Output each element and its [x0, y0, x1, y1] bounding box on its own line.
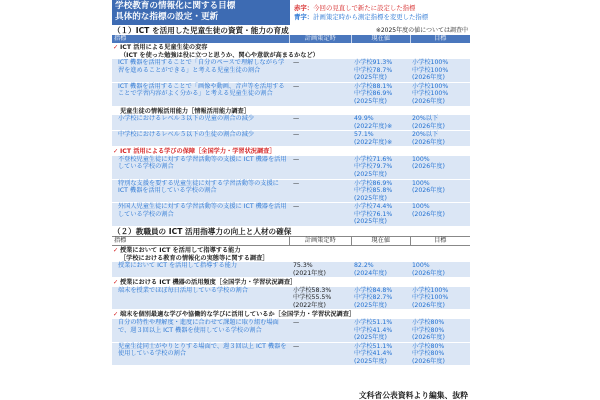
indicator-cell: 児童生徒同士がやりとりする場面で、週３回以上 ICT 機器を使用している学校の割合	[118, 342, 287, 358]
group-title: ICT 活用による児童生徒の変容	[120, 44, 208, 51]
baseline-cell: —	[293, 342, 300, 350]
baseline-cell: —	[293, 155, 300, 163]
indicator-cell: 小学校におけるレベル３以下の児童の割合の減少	[118, 115, 255, 123]
group-title: 端末を個別最適な学びや協働的な学びに活用しているか［全国学力・学習状況調査］	[120, 311, 356, 319]
baseline-cell: —	[293, 131, 300, 139]
current-cell: 小学校74.4% 中学校76.1% (2025年度)	[354, 203, 393, 226]
section-2	[112, 227, 470, 366]
section-1-note: ※2025年度の値については調査中	[375, 27, 468, 34]
current-cell: 小学校51.1% 中学校41.4% (2025年度)	[354, 319, 393, 342]
legend-blue-text: 計画策定時から測定指標を変更した指標	[313, 12, 429, 21]
group-title: 授業において ICT を活用して指導する能力	[120, 246, 241, 254]
indicator-group	[112, 310, 470, 319]
indicator-group	[112, 107, 470, 116]
table-row	[112, 319, 470, 343]
target-cell: 20%以下 (2026年度)	[412, 115, 445, 130]
indicator-cell: 中学校におけるレベル５以下の生徒の割合の減少	[118, 131, 255, 139]
legend	[294, 4, 428, 21]
section-1-heading: （１）ICT を活用した児童生徒の資質・能力の育成	[113, 26, 289, 35]
current-cell: 小学校91.3% 中学校78.7% (2025年度)	[354, 59, 393, 82]
col-current: 現在値	[351, 237, 410, 245]
indicator-group	[112, 147, 470, 156]
section-2-title	[112, 227, 470, 236]
baseline-cell: —	[293, 319, 300, 326]
target-cell: 小学校100% 中学校100% (2026年度)	[412, 82, 449, 105]
current-cell: 49.9% (2022年度)※	[354, 115, 393, 130]
baseline-cell: —	[293, 115, 300, 123]
baseline-cell: —	[293, 203, 300, 211]
title-line-1: 学校教育の情報化に関する目標	[115, 1, 236, 11]
indicator-group	[112, 246, 470, 262]
document	[112, 0, 470, 400]
col-indicator: 指標	[114, 236, 127, 244]
legend-red	[294, 4, 428, 13]
target-cell: 小学校80% 中学校80% (2026年度)	[412, 342, 445, 365]
table-row	[112, 131, 470, 147]
col-baseline: 計画策定時	[289, 237, 351, 245]
baseline-cell: —	[293, 82, 300, 90]
col-indicator: 指標	[114, 35, 127, 42]
current-cell: 小学校71.6% 中学校79.7% (2025年度)	[354, 155, 393, 178]
title-line-2: 具体的な指標の設定・更新	[115, 12, 219, 22]
section-1-body	[112, 43, 470, 227]
table-row	[112, 59, 470, 83]
col-target: 目標	[410, 35, 470, 43]
indicator-cell: 授業において ICT を活用して指導する能力	[118, 262, 238, 270]
indicator-group	[112, 43, 470, 59]
indicator-cell: 不登校児童生徒に対する学習活動等の支援に ICT 機器を活用している学校の割合	[118, 155, 287, 171]
current-cell: 82.2% (2024年度)	[354, 262, 387, 277]
current-cell: 小学校88.1% 中学校86.9% (2025年度)	[354, 82, 393, 105]
current-cell: 小学校86.9% 中学校85.8% (2025年度)	[354, 179, 393, 202]
section-2-body	[112, 246, 470, 366]
target-cell: 20%以下 (2026年度)	[412, 131, 445, 146]
legend-red-text: 今回の見直しで新たに設定した指標	[313, 4, 416, 12]
check-mark: ✓	[113, 148, 119, 156]
table-row	[112, 115, 470, 131]
indicator-cell: ICT 機器を活用することで「自分のペースで理解しながら学習を進めることができる」と考える児童生徒の割合	[118, 59, 285, 74]
target-cell: 小学校80% 中学校80% (2026年度)	[412, 319, 445, 342]
indicator-group	[112, 278, 470, 287]
group-title: ICT 活用による学びの保障［全国学力・学習状況調査］	[120, 148, 276, 156]
group-subtitle: ［学校における教育の情報化の実態等に関する調査］	[120, 254, 269, 262]
target-cell: 100% (2026年度)	[412, 155, 445, 171]
baseline-cell: 75.3% (2021年度)	[293, 262, 326, 277]
target-cell: 100% (2026年度)	[412, 203, 445, 218]
section-1	[112, 26, 470, 227]
title-box	[112, 0, 290, 25]
legend-blue	[294, 13, 428, 22]
col-baseline: 計画策定時	[289, 35, 351, 43]
table-row	[112, 343, 470, 367]
table-row	[112, 180, 470, 204]
baseline-cell: —	[293, 179, 300, 187]
table-row	[112, 203, 470, 227]
baseline-cell: —	[293, 59, 300, 67]
check-mark: ✓	[113, 279, 119, 287]
table-row	[112, 262, 470, 278]
header	[112, 0, 470, 26]
section-2-heading: （２）教職員の ICT 活用指導力の向上と人材の確保	[113, 226, 292, 236]
col-current: 現在値	[351, 35, 410, 43]
indicator-cell: 端末を授業でほぼ毎日活用している学校の割合	[118, 286, 248, 294]
indicator-cell: 外国人児童生徒に対する学習活動等の支援に ICT 機器を活用している学校の割合	[118, 203, 287, 218]
current-cell: 小学校51.1% 中学校41.4% (2025年度)	[354, 342, 393, 365]
target-cell: 小学校100% 中学校100% (2026年度)	[412, 286, 449, 309]
check-mark: ✓	[113, 311, 119, 319]
legend-red-key: 赤字：	[294, 4, 314, 12]
check-mark: ✓	[113, 44, 119, 51]
target-cell: 100% (2026年度)	[412, 262, 445, 277]
indicator-cell: ICT 機器を活用することで「画像や動画、音声等を活用することで学習内容がよく分かる」と考える児童生徒の割合	[118, 82, 285, 98]
indicator-cell: 特別な支援を要する児童生徒に対する学習活動等の支援に ICT 機器を活用している学校の割合	[118, 179, 279, 195]
section-2-column-header	[112, 236, 470, 246]
check-mark: ✓	[113, 246, 119, 254]
baseline-cell: 小学校58.3% 中学校55.5% (2022年度)	[293, 286, 332, 309]
target-cell: 小学校100% 中学校100% (2026年度)	[412, 59, 449, 82]
section-1-column-header	[112, 35, 470, 43]
group-title: 授業における ICT 機器の活用頻度［全国学力・学習状況調査］	[120, 279, 297, 287]
table-row	[112, 83, 470, 107]
table-row	[112, 156, 470, 180]
group-title: 児童生徒の情報活用能力［情報活用能力調査］	[120, 107, 250, 115]
current-cell: 57.1% (2022年度)※	[354, 131, 393, 146]
table-row	[112, 287, 470, 311]
current-cell: 小学校84.8% 中学校82.7% (2025年度)	[354, 286, 393, 309]
legend-blue-key: 青字：	[294, 12, 314, 21]
col-target: 目標	[410, 237, 470, 245]
target-cell: 100% (2026年度)	[412, 179, 445, 195]
indicator-cell: 自分の特性や理解度・進度に合わせて課題に取り組む場面で、週３回以上 ICT 機器を使用している学校の割合	[118, 319, 279, 334]
section-1-title	[112, 26, 470, 35]
group-subtitle: （ICT を使った勉強は役に立つと思うか、関心や意欲が高まるかなど）	[120, 51, 319, 59]
source-footer: 文科省公表資料より編集、抜粋	[358, 390, 468, 400]
